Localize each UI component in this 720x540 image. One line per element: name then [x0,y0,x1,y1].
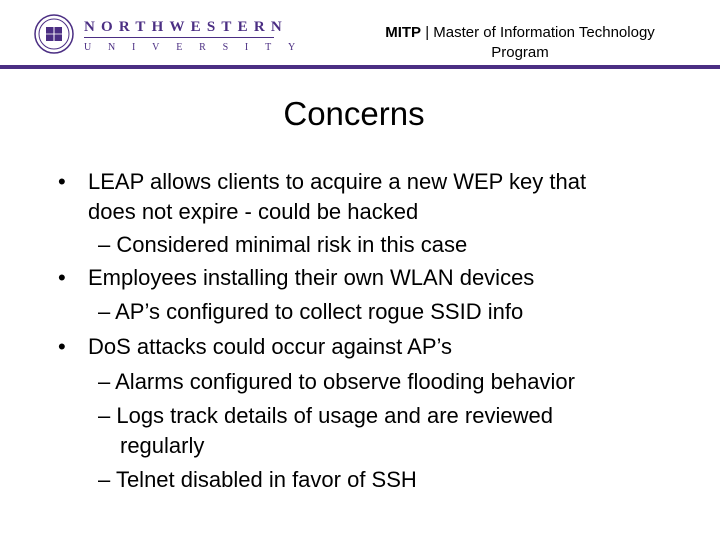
northwestern-logo [34,14,312,58]
header-rule [0,65,720,69]
program-acronym: MITP [385,24,422,41]
bullet-dot: • [58,334,66,359]
sub-bullet-text: – Logs track details of usage and are reviewed [98,403,553,428]
program-name: | Master of Information Technology [421,24,655,41]
bullet-dot: • [58,265,66,290]
bullet-text: Employees installing their own WLAN devices [88,265,535,290]
sub-bullet-text-continued: regularly [120,433,205,458]
program-heading [330,23,710,63]
bullet-text: DoS attacks could occur against AP’s [88,334,453,359]
slide-title: Concerns [283,95,425,132]
logo-wordmark-bottom: UNIVERSITY [84,42,312,53]
sub-bullet-text: – Alarms configured to observe flooding behavior [98,369,575,394]
logo-divider [84,37,274,38]
sub-bullet-text: – Considered minimal risk in this case [98,232,468,257]
bullet-dot: • [58,169,66,194]
sub-bullet-text: – AP’s configured to collect rogue SSID info [98,299,524,324]
bullet-text-continued: does not expire - could be hacked [88,199,419,224]
logo-wordmark-top: NORTHWESTERN [84,19,288,35]
program-name-line2: Program [491,44,549,61]
bullet-text: LEAP allows clients to acquire a new WEP key that [88,169,587,194]
sub-bullet-text: – Telnet disabled in favor of SSH [98,467,417,492]
university-seal-icon [34,14,74,54]
